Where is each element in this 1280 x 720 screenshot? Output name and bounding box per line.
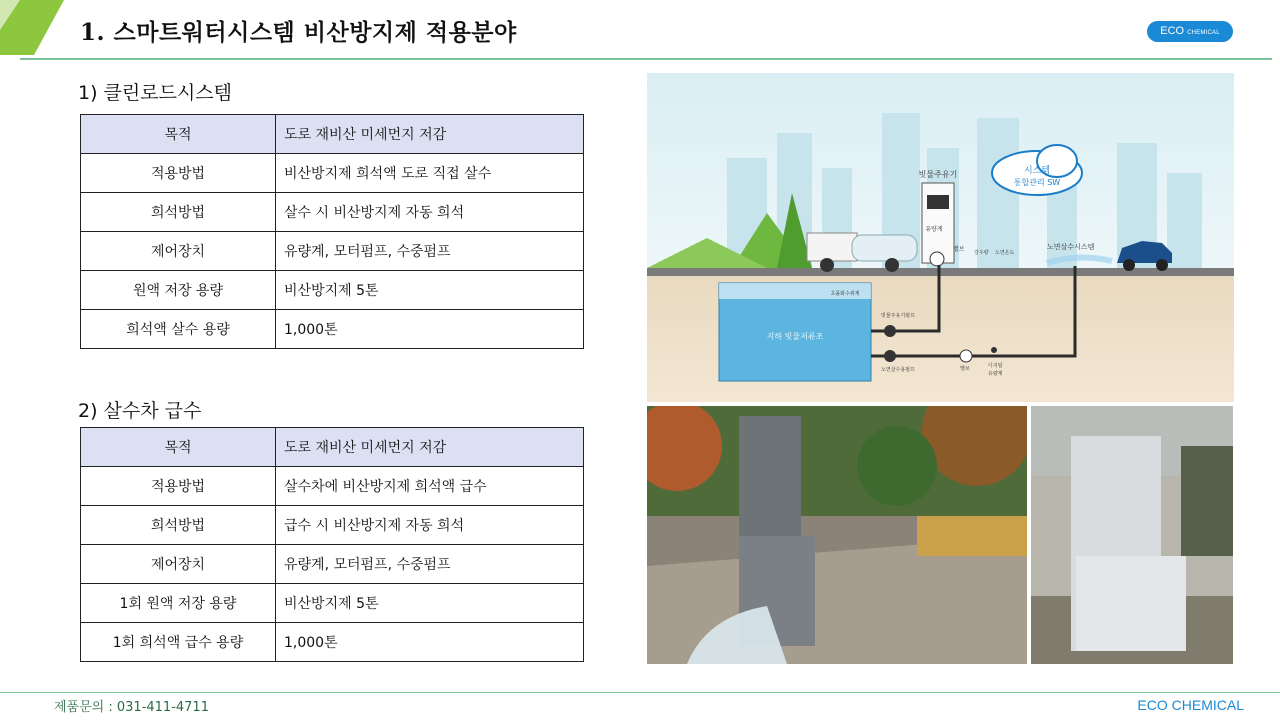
digital-meter-label-1: 디지털 [988,363,1003,369]
row-label: 제어장치 [81,545,276,584]
row-value: 1,000톤 [276,623,584,662]
flowmeter-label: 유량계 [925,226,943,233]
initial-rain-label: 초몰화수위계 [830,291,860,297]
title-divider [20,58,1272,60]
row-label: 희석방법 [81,193,276,232]
footer-divider [0,692,1280,693]
table-row [81,115,584,154]
table-row [81,310,584,349]
row-label: 희석방법 [81,506,276,545]
pump1-label: 빗물주유기펌프 [881,313,915,319]
cloud-label-1: 시스템 [1023,166,1051,176]
row-label: 목적 [81,115,276,154]
table-row [81,545,584,584]
row-label: 목적 [81,428,276,467]
rain-collector-label: 빗물주유기 [918,170,958,179]
row-value: 살수차에 비산방지제 희석액 급수 [276,467,584,506]
section2-heading: 2) 살수차 급수 [78,400,202,422]
row-label: 원액 저장 용량 [81,271,276,310]
row-value: 급수 시 비산방지제 자동 희석 [276,506,584,545]
valve2-label: 밸브 [960,366,970,372]
section1-heading: 1) 클린로드시스템 [78,82,233,104]
hydrant-photo-1 [647,406,1027,664]
row-label: 희석액 살수 용량 [81,310,276,349]
row-value: 비산방지제 희석액 도로 직접 살수 [276,154,584,193]
digital-meter-label-2: 유량계 [988,371,1003,377]
row-label: 적용방법 [81,467,276,506]
table-row [81,467,584,506]
contact-info: 제품문의 : 031-411-4711 [54,700,209,715]
row-label: 제어장치 [81,232,276,271]
hydrant-photo-2 [1031,406,1233,664]
road-spray-label: 노면살수시스템 [1047,243,1095,251]
footer-brand: ECO CHEMICAL [1137,697,1244,713]
table-row [81,154,584,193]
logo-main-text: ECO [1160,25,1185,37]
row-label: 적용방법 [81,154,276,193]
valve-label: 밸브 [953,246,965,253]
pump2-label: 노면살수용펌프 [881,367,915,373]
tank-label: 지하 빗물저류조 [766,332,824,341]
road-temp-label: 노면온도 [995,250,1015,256]
row-label: 1회 희석액 급수 용량 [81,623,276,662]
row-value: 도로 재비산 미세먼지 저감 [276,428,584,467]
row-value: 유량계, 모터펌프, 수중펌프 [276,545,584,584]
clean-road-system-diagram [647,73,1234,402]
row-value: 살수 시 비산방지제 자동 희석 [276,193,584,232]
row-value: 비산방지제 5톤 [276,271,584,310]
rain-gauge-label: 강우량 [974,250,989,256]
table-row [81,506,584,545]
table-row [81,193,584,232]
table-row [81,271,584,310]
page-title: 1. 스마트워터시스템 비산방지제 적용분야 [80,19,517,46]
table-row [81,584,584,623]
row-label: 1회 원액 저장 용량 [81,584,276,623]
eco-chemical-logo [1147,21,1233,42]
table-row [81,232,584,271]
row-value: 유량계, 모터펌프, 수중펌프 [276,232,584,271]
corner-accent [0,0,64,55]
row-value: 도로 재비산 미세먼지 저감 [276,115,584,154]
table-row [81,428,584,467]
table-row [81,623,584,662]
section2-table [80,427,584,662]
section1-table [80,114,584,349]
row-value: 1,000톤 [276,310,584,349]
cloud-label-2: 통합관리 SW [1013,178,1061,187]
logo-small-text: CHEMICAL [1187,30,1220,36]
underground-tank [719,283,871,381]
row-value: 비산방지제 5톤 [276,584,584,623]
